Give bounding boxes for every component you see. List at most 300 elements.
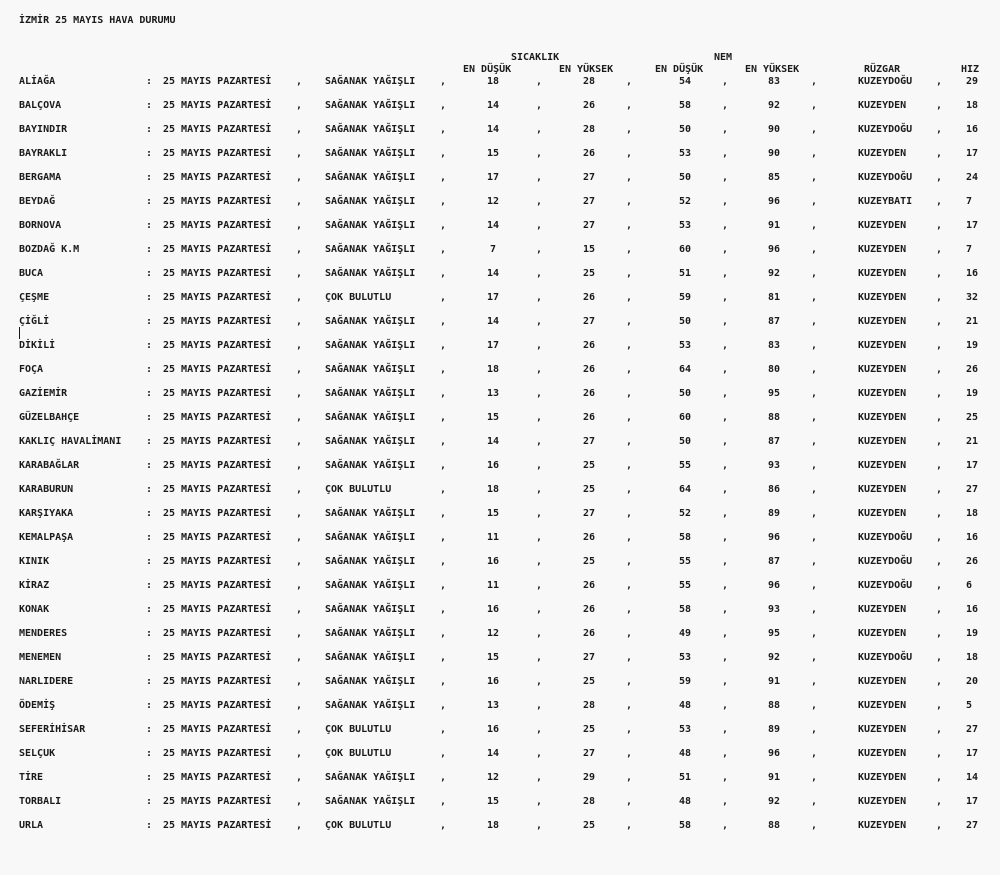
comma-separator: , <box>936 268 943 279</box>
table-row <box>0 388 1000 402</box>
comma-separator: , <box>936 76 943 87</box>
row-humidity-min: 64 <box>678 484 692 495</box>
comma-separator: , <box>936 316 943 327</box>
row-wind-speed: 17 <box>966 148 979 159</box>
colon-separator: : <box>146 508 153 519</box>
comma-separator: , <box>811 292 818 303</box>
comma-separator: , <box>936 148 943 159</box>
comma-separator: , <box>536 820 543 831</box>
colon-separator: : <box>146 628 153 639</box>
comma-separator: , <box>722 772 729 783</box>
comma-separator: , <box>296 436 303 447</box>
row-humidity-min: 53 <box>678 148 692 159</box>
comma-separator: , <box>626 796 633 807</box>
row-weather: SAĞANAK YAĞIŞLI <box>325 700 416 711</box>
comma-separator: , <box>536 652 543 663</box>
comma-separator: , <box>626 604 633 615</box>
comma-separator: , <box>536 316 543 327</box>
comma-separator: , <box>536 724 543 735</box>
header-sicaklik: SICAKLIK <box>511 52 560 63</box>
row-temp-min: 18 <box>486 820 500 831</box>
comma-separator: , <box>722 316 729 327</box>
row-temp-min: 12 <box>486 628 500 639</box>
comma-separator: , <box>936 436 943 447</box>
table-row <box>0 484 1000 498</box>
comma-separator: , <box>440 796 447 807</box>
table-row <box>0 292 1000 306</box>
comma-separator: , <box>811 700 818 711</box>
colon-separator: : <box>146 820 153 831</box>
table-row <box>0 772 1000 786</box>
comma-separator: , <box>626 820 633 831</box>
row-temp-min: 15 <box>486 796 500 807</box>
comma-separator: , <box>811 244 818 255</box>
row-temp-min: 13 <box>486 700 500 711</box>
row-wind-speed: 6 <box>966 580 973 591</box>
comma-separator: , <box>536 436 543 447</box>
colon-separator: : <box>146 532 153 543</box>
row-weather: ÇOK BULUTLU <box>325 724 392 735</box>
row-name: BALÇOVA <box>19 100 62 111</box>
colon-separator: : <box>146 412 153 423</box>
row-humidity-min: 58 <box>678 604 692 615</box>
comma-separator: , <box>536 508 543 519</box>
comma-separator: , <box>936 484 943 495</box>
comma-separator: , <box>626 172 633 183</box>
table-row <box>0 796 1000 810</box>
row-wind-direction: KUZEYDEN <box>858 724 907 735</box>
row-weather: SAĞANAK YAĞIŞLI <box>325 76 416 87</box>
comma-separator: , <box>722 100 729 111</box>
comma-separator: , <box>722 724 729 735</box>
comma-separator: , <box>626 220 633 231</box>
row-name: ÖDEMİŞ <box>19 700 56 711</box>
comma-separator: , <box>536 796 543 807</box>
table-row <box>0 196 1000 210</box>
comma-separator: , <box>296 628 303 639</box>
table-row <box>0 748 1000 762</box>
row-humidity-max: 88 <box>767 412 781 423</box>
row-date: 25 MAYIS PAZARTESİ <box>163 292 272 303</box>
comma-separator: , <box>440 124 447 135</box>
comma-separator: , <box>440 700 447 711</box>
row-name: BEYDAĞ <box>19 196 56 207</box>
row-wind-speed: 29 <box>966 76 979 87</box>
row-wind-speed: 21 <box>966 316 979 327</box>
comma-separator: , <box>722 148 729 159</box>
comma-separator: , <box>722 652 729 663</box>
comma-separator: , <box>536 124 543 135</box>
comma-separator: , <box>296 820 303 831</box>
row-weather: ÇOK BULUTLU <box>325 820 392 831</box>
comma-separator: , <box>440 652 447 663</box>
row-humidity-max: 89 <box>767 724 781 735</box>
comma-separator: , <box>811 148 818 159</box>
row-humidity-min: 60 <box>678 412 692 423</box>
row-name: MENDERES <box>19 628 68 639</box>
comma-separator: , <box>296 508 303 519</box>
colon-separator: : <box>146 556 153 567</box>
comma-separator: , <box>936 796 943 807</box>
row-weather: SAĞANAK YAĞIŞLI <box>325 244 416 255</box>
header-ruzgar: RÜZGAR <box>864 64 901 75</box>
row-wind-direction: KUZEYDEN <box>858 460 907 471</box>
comma-separator: , <box>722 796 729 807</box>
colon-separator: : <box>146 220 153 231</box>
row-temp-min: 12 <box>486 196 500 207</box>
comma-separator: , <box>440 148 447 159</box>
colon-separator: : <box>146 652 153 663</box>
row-weather: SAĞANAK YAĞIŞLI <box>325 100 416 111</box>
comma-separator: , <box>936 196 943 207</box>
colon-separator: : <box>146 196 153 207</box>
row-humidity-min: 50 <box>678 436 692 447</box>
row-name: KARŞIYAKA <box>19 508 74 519</box>
table-row <box>0 76 1000 90</box>
comma-separator: , <box>440 244 447 255</box>
row-date: 25 MAYIS PAZARTESİ <box>163 436 272 447</box>
table-row <box>0 244 1000 258</box>
row-name: KONAK <box>19 604 50 615</box>
row-wind-direction: KUZEYDEN <box>858 388 907 399</box>
row-wind-speed: 24 <box>966 172 979 183</box>
row-temp-max: 25 <box>582 556 596 567</box>
colon-separator: : <box>146 268 153 279</box>
row-name: KINIK <box>19 556 50 567</box>
comma-separator: , <box>296 292 303 303</box>
row-wind-speed: 20 <box>966 676 979 687</box>
comma-separator: , <box>936 604 943 615</box>
row-wind-speed: 19 <box>966 340 979 351</box>
comma-separator: , <box>536 364 543 375</box>
table-row <box>0 700 1000 714</box>
comma-separator: , <box>722 436 729 447</box>
comma-separator: , <box>811 124 818 135</box>
row-wind-direction: KUZEYDEN <box>858 604 907 615</box>
row-humidity-max: 83 <box>767 340 781 351</box>
row-wind-speed: 32 <box>966 292 979 303</box>
comma-separator: , <box>936 388 943 399</box>
row-wind-direction: KUZEYDOĞU <box>858 532 913 543</box>
row-date: 25 MAYIS PAZARTESİ <box>163 772 272 783</box>
row-temp-max: 28 <box>582 124 596 135</box>
comma-separator: , <box>811 628 818 639</box>
row-temp-max: 27 <box>582 748 596 759</box>
row-humidity-max: 81 <box>767 292 781 303</box>
row-humidity-min: 51 <box>678 772 692 783</box>
comma-separator: , <box>626 412 633 423</box>
comma-separator: , <box>811 724 818 735</box>
table-row <box>0 316 1000 330</box>
comma-separator: , <box>722 268 729 279</box>
row-wind-speed: 25 <box>966 412 979 423</box>
row-date: 25 MAYIS PAZARTESİ <box>163 796 272 807</box>
row-wind-speed: 27 <box>966 484 979 495</box>
row-name: ALİAĞA <box>19 76 56 87</box>
row-wind-speed: 17 <box>966 748 979 759</box>
row-date: 25 MAYIS PAZARTESİ <box>163 820 272 831</box>
row-humidity-min: 58 <box>678 820 692 831</box>
text-cursor <box>19 327 20 339</box>
colon-separator: : <box>146 772 153 783</box>
row-wind-direction: KUZEYDEN <box>858 148 907 159</box>
comma-separator: , <box>626 364 633 375</box>
row-temp-min: 14 <box>486 220 500 231</box>
comma-separator: , <box>440 412 447 423</box>
colon-separator: : <box>146 436 153 447</box>
row-humidity-max: 96 <box>767 532 781 543</box>
row-name: NARLIDERE <box>19 676 74 687</box>
table-row <box>0 628 1000 642</box>
comma-separator: , <box>296 148 303 159</box>
comma-separator: , <box>936 172 943 183</box>
row-date: 25 MAYIS PAZARTESİ <box>163 124 272 135</box>
table-row <box>0 340 1000 354</box>
row-temp-min: 7 <box>489 244 497 255</box>
comma-separator: , <box>296 172 303 183</box>
comma-separator: , <box>936 652 943 663</box>
row-humidity-max: 87 <box>767 316 781 327</box>
comma-separator: , <box>722 292 729 303</box>
colon-separator: : <box>146 676 153 687</box>
table-row <box>0 556 1000 570</box>
row-temp-max: 26 <box>582 580 596 591</box>
row-name: GAZİEMİR <box>19 388 68 399</box>
colon-separator: : <box>146 172 153 183</box>
comma-separator: , <box>440 508 447 519</box>
row-temp-max: 26 <box>582 604 596 615</box>
comma-separator: , <box>936 556 943 567</box>
table-row <box>0 652 1000 666</box>
row-wind-speed: 17 <box>966 460 979 471</box>
row-humidity-max: 93 <box>767 604 781 615</box>
row-name: FOÇA <box>19 364 44 375</box>
row-temp-max: 25 <box>582 820 596 831</box>
row-temp-min: 17 <box>486 340 500 351</box>
row-humidity-max: 92 <box>767 796 781 807</box>
colon-separator: : <box>146 460 153 471</box>
row-temp-max: 26 <box>582 340 596 351</box>
row-date: 25 MAYIS PAZARTESİ <box>163 364 272 375</box>
row-wind-direction: KUZEYDEN <box>858 100 907 111</box>
comma-separator: , <box>811 508 818 519</box>
comma-separator: , <box>626 532 633 543</box>
row-humidity-min: 50 <box>678 172 692 183</box>
comma-separator: , <box>936 100 943 111</box>
comma-separator: , <box>296 460 303 471</box>
row-weather: SAĞANAK YAĞIŞLI <box>325 532 416 543</box>
row-date: 25 MAYIS PAZARTESİ <box>163 388 272 399</box>
row-name: BAYRAKLI <box>19 148 68 159</box>
row-humidity-max: 96 <box>767 244 781 255</box>
row-wind-direction: KUZEYDEN <box>858 748 907 759</box>
comma-separator: , <box>296 772 303 783</box>
row-temp-max: 28 <box>582 700 596 711</box>
comma-separator: , <box>440 820 447 831</box>
row-wind-speed: 7 <box>966 196 973 207</box>
row-date: 25 MAYIS PAZARTESİ <box>163 316 272 327</box>
row-wind-direction: KUZEYDEN <box>858 796 907 807</box>
comma-separator: , <box>811 580 818 591</box>
row-humidity-min: 64 <box>678 364 692 375</box>
comma-separator: , <box>626 628 633 639</box>
colon-separator: : <box>146 700 153 711</box>
row-temp-min: 18 <box>486 76 500 87</box>
comma-separator: , <box>296 724 303 735</box>
comma-separator: , <box>536 532 543 543</box>
row-wind-direction: KUZEYDEN <box>858 700 907 711</box>
row-humidity-min: 52 <box>678 508 692 519</box>
row-temp-min: 14 <box>486 748 500 759</box>
row-temp-min: 16 <box>486 724 500 735</box>
row-wind-speed: 16 <box>966 532 979 543</box>
comma-separator: , <box>536 628 543 639</box>
header-sicaklik-max: EN YÜKSEK <box>559 64 614 75</box>
comma-separator: , <box>811 772 818 783</box>
row-temp-min: 15 <box>486 652 500 663</box>
comma-separator: , <box>722 628 729 639</box>
row-temp-min: 14 <box>486 124 500 135</box>
comma-separator: , <box>440 436 447 447</box>
row-temp-min: 14 <box>486 268 500 279</box>
row-temp-max: 27 <box>582 196 596 207</box>
comma-separator: , <box>536 412 543 423</box>
row-wind-direction: KUZEYDEN <box>858 412 907 423</box>
colon-separator: : <box>146 604 153 615</box>
comma-separator: , <box>626 724 633 735</box>
row-temp-min: 15 <box>486 508 500 519</box>
row-name: BERGAMA <box>19 172 62 183</box>
row-weather: SAĞANAK YAĞIŞLI <box>325 316 416 327</box>
row-humidity-min: 48 <box>678 748 692 759</box>
table-row <box>0 460 1000 474</box>
row-humidity-min: 50 <box>678 316 692 327</box>
row-weather: SAĞANAK YAĞIŞLI <box>325 556 416 567</box>
row-temp-max: 25 <box>582 460 596 471</box>
header-nem-max: EN YÜKSEK <box>745 64 800 75</box>
row-wind-speed: 5 <box>966 700 973 711</box>
comma-separator: , <box>296 556 303 567</box>
row-temp-max: 27 <box>582 316 596 327</box>
comma-separator: , <box>626 388 633 399</box>
comma-separator: , <box>536 220 543 231</box>
row-wind-direction: KUZEYDEN <box>858 508 907 519</box>
row-humidity-max: 87 <box>767 556 781 567</box>
row-humidity-min: 48 <box>678 796 692 807</box>
row-humidity-max: 91 <box>767 772 781 783</box>
row-temp-max: 26 <box>582 628 596 639</box>
comma-separator: , <box>440 196 447 207</box>
page-title: İZMİR 25 MAYIS HAVA DURUMU <box>19 15 176 26</box>
table-row <box>0 220 1000 234</box>
row-date: 25 MAYIS PAZARTESİ <box>163 460 272 471</box>
comma-separator: , <box>811 388 818 399</box>
row-weather: SAĞANAK YAĞIŞLI <box>325 196 416 207</box>
table-row <box>0 604 1000 618</box>
comma-separator: , <box>296 364 303 375</box>
row-humidity-max: 91 <box>767 220 781 231</box>
row-humidity-min: 51 <box>678 268 692 279</box>
row-name: KARABAĞLAR <box>19 460 80 471</box>
row-wind-direction: KUZEYDEN <box>858 484 907 495</box>
comma-separator: , <box>722 196 729 207</box>
comma-separator: , <box>536 340 543 351</box>
comma-separator: , <box>722 244 729 255</box>
row-humidity-max: 89 <box>767 508 781 519</box>
colon-separator: : <box>146 124 153 135</box>
row-name: BUCA <box>19 268 44 279</box>
row-date: 25 MAYIS PAZARTESİ <box>163 508 272 519</box>
row-wind-speed: 17 <box>966 220 979 231</box>
comma-separator: , <box>296 100 303 111</box>
comma-separator: , <box>936 772 943 783</box>
row-humidity-min: 60 <box>678 244 692 255</box>
row-wind-direction: KUZEYDOĞU <box>858 556 913 567</box>
comma-separator: , <box>536 196 543 207</box>
row-weather: SAĞANAK YAĞIŞLI <box>325 364 416 375</box>
row-temp-min: 15 <box>486 412 500 423</box>
row-wind-speed: 7 <box>966 244 973 255</box>
comma-separator: , <box>440 460 447 471</box>
row-humidity-min: 53 <box>678 724 692 735</box>
row-weather: SAĞANAK YAĞIŞLI <box>325 124 416 135</box>
comma-separator: , <box>440 364 447 375</box>
row-humidity-max: 92 <box>767 268 781 279</box>
comma-separator: , <box>440 604 447 615</box>
colon-separator: : <box>146 364 153 375</box>
comma-separator: , <box>536 748 543 759</box>
header-nem-min: EN DÜŞÜK <box>655 64 704 75</box>
comma-separator: , <box>722 340 729 351</box>
comma-separator: , <box>440 316 447 327</box>
row-wind-direction: KUZEYDEN <box>858 436 907 447</box>
row-wind-speed: 18 <box>966 100 979 111</box>
row-humidity-max: 88 <box>767 700 781 711</box>
comma-separator: , <box>626 460 633 471</box>
comma-separator: , <box>296 604 303 615</box>
comma-separator: , <box>811 172 818 183</box>
colon-separator: : <box>146 484 153 495</box>
row-temp-min: 15 <box>486 148 500 159</box>
table-row <box>0 364 1000 378</box>
comma-separator: , <box>296 268 303 279</box>
table-row <box>0 532 1000 546</box>
row-weather: SAĞANAK YAĞIŞLI <box>325 652 416 663</box>
comma-separator: , <box>811 460 818 471</box>
comma-separator: , <box>440 580 447 591</box>
comma-separator: , <box>440 676 447 687</box>
row-date: 25 MAYIS PAZARTESİ <box>163 724 272 735</box>
row-weather: SAĞANAK YAĞIŞLI <box>325 268 416 279</box>
comma-separator: , <box>936 628 943 639</box>
row-name: ÇİĞLİ <box>19 316 50 327</box>
comma-separator: , <box>626 556 633 567</box>
row-date: 25 MAYIS PAZARTESİ <box>163 100 272 111</box>
row-name: SEFERİHİSAR <box>19 724 86 735</box>
row-temp-max: 25 <box>582 268 596 279</box>
comma-separator: , <box>296 652 303 663</box>
comma-separator: , <box>626 772 633 783</box>
comma-separator: , <box>936 820 943 831</box>
row-humidity-min: 50 <box>678 388 692 399</box>
comma-separator: , <box>811 412 818 423</box>
comma-separator: , <box>626 268 633 279</box>
comma-separator: , <box>811 100 818 111</box>
row-wind-speed: 17 <box>966 796 979 807</box>
comma-separator: , <box>536 172 543 183</box>
comma-separator: , <box>811 364 818 375</box>
colon-separator: : <box>146 340 153 351</box>
